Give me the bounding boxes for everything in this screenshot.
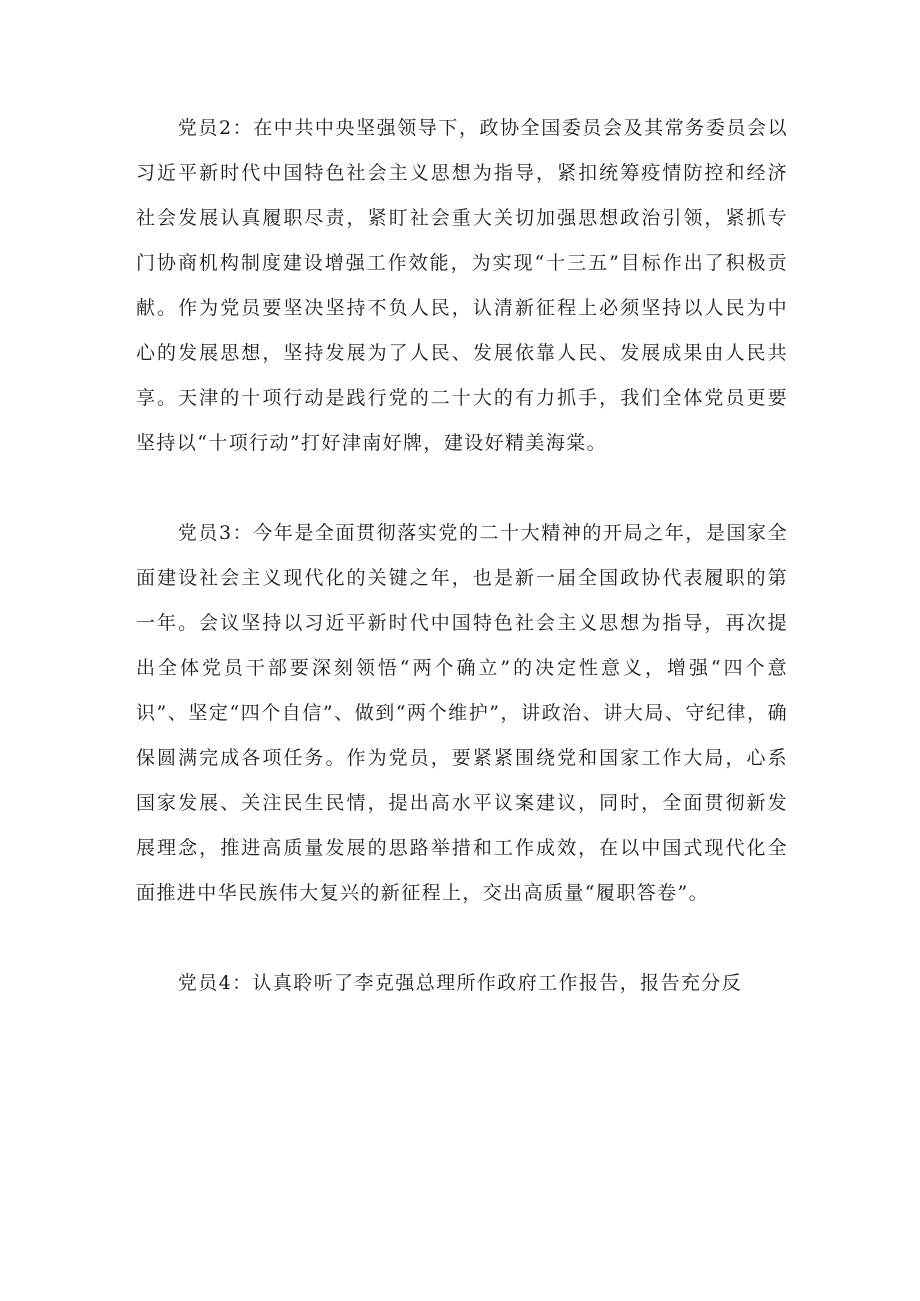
document-body <box>136 106 788 1006</box>
paragraph-member-3 <box>136 511 788 916</box>
paragraph-member-2 <box>136 106 788 466</box>
paragraph-member-4 <box>136 961 788 1006</box>
speaker-label: 党员3： <box>177 522 254 544</box>
speaker-label: 党员2： <box>177 117 254 139</box>
speaker-label: 党员4： <box>177 972 253 994</box>
paragraph-text: 今年是全面贯彻落实党的二十大精神的开局之年，是国家全面建设社会主义现代化的关键之年，也是新一届全国政协代表履职的第一年。会议坚持以习近平新时代中国特色社会主义思想为指导，再次提出全体党员干部要深刻领悟“两个确立”的决定性意义，增强“四个意识”、坚定“四个自信”、做到“两个维护”，讲政治、讲大局、守纪律，确保圆满完成各项任务。作为党员，要紧紧围绕党和国家工作大局，心系国家发展、关注民生民情，提出高水平议案建议，同时，全面贯彻新发展理念，推进高质量发展的思路举措和工作成效，在以中国式现代化全面推进中华民族伟大复兴的新征程上，交出高质量“履职答卷”。 <box>136 522 788 904</box>
paragraph-text: 在中共中央坚强领导下，政协全国委员会及其常务委员会以习近平新时代中国特色社会主义思想为指导，紧扣统筹疫情防控和经济社会发展认真履职尽责，紧盯社会重大关切加强思想政治引领，紧抓专门协商机构制度建设增强工作效能，为实现“十三五”目标作出了积极贡献。作为党员要坚决坚持不负人民，认清新征程上必须坚持以人民为中心的发展思想，坚持发展为了人民、发展依靠人民、发展成果由人民共享。天津的十项行动是践行党的二十大的有力抓手，我们全体党员更要坚持以“十项行动”打好津南好牌，建设好精美海棠。 <box>136 117 788 454</box>
paragraph-text: 认真聆听了李克强总理所作政府工作报告，报告充分反 <box>252 972 743 994</box>
